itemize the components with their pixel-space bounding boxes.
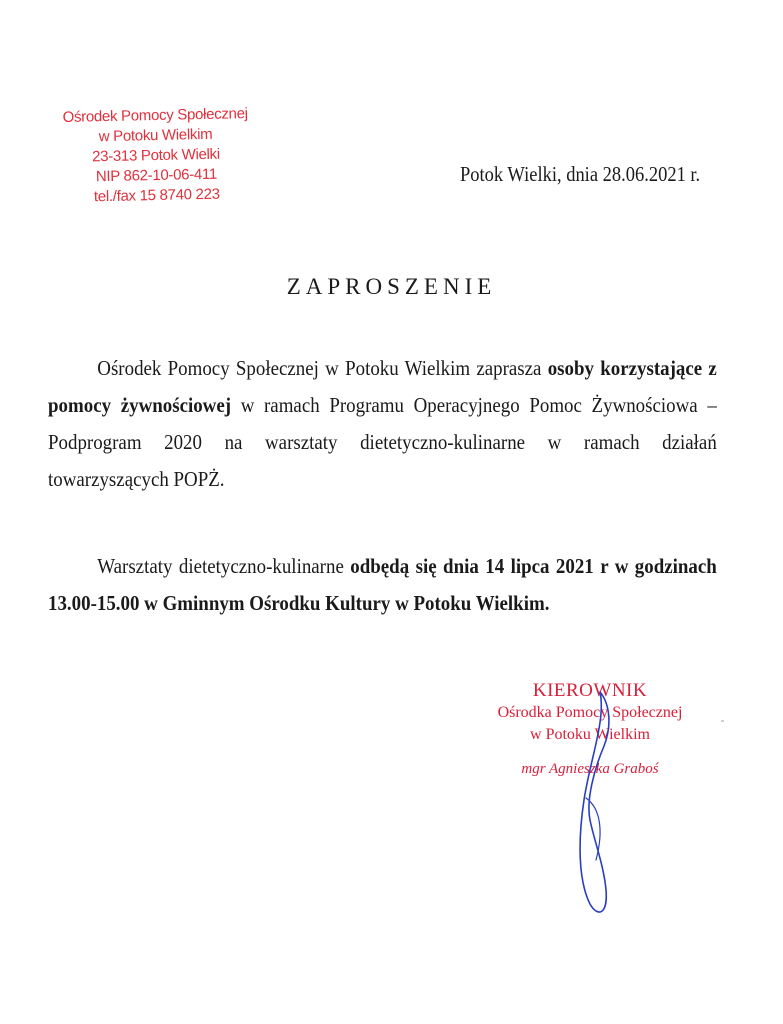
handwritten-signature-icon	[560, 690, 640, 920]
stamp-line-town: w Potoku Wielkim	[98, 125, 213, 146]
paragraph1-text-start: Ośrodek Pomocy Społecznej w Potoku Wielkim zaprasza	[97, 356, 548, 380]
signature-title: KIEROWNIK	[532, 680, 648, 701]
scan-speck	[721, 720, 724, 722]
signature-name: mgr Agnieszka Graboś	[521, 761, 659, 777]
stamp-line-office: Ośrodek Pomocy Społecznej	[62, 105, 248, 126]
paragraph1-bold-recipients: osoby korzystające z pomocy żywnościowej	[48, 356, 717, 417]
paragraph-invitation	[48, 350, 717, 498]
stamp-line-postal: 23-313 Potok Wielki	[91, 145, 220, 166]
stamp-line-phone: tel./fax 15 8740 223	[93, 185, 220, 206]
office-stamp	[55, 104, 257, 208]
signature-line-town: w Potoku Wielkim	[530, 726, 650, 743]
place-and-date: Potok Wielki, dnia 28.06.2021 r.	[460, 162, 701, 186]
paragraph2-bold-date-place: odbędą się dnia 14 lipca 2021 r w godzinach 13.00-15.00 w Gminnym Ośrodku Kultury w Potoku Wielkim.	[48, 554, 717, 615]
signature-line-office: Ośrodka Pomocy Społecznej	[497, 704, 683, 721]
paragraph2-text-start: Warsztaty dietetyczno-kulinarne	[97, 554, 351, 578]
paragraph-workshop-details	[48, 548, 717, 622]
stamp-line-nip: NIP 862-10-06-411	[95, 165, 218, 186]
paragraph1-text-end: w ramach Programu Operacyjnego Pomoc Żywnościowa – Podprogram 2020 na warsztaty dietetyczno-kulinarne w ramach działań towarzyszących POPŻ.	[48, 393, 717, 491]
document-title: ZAPROSZENIE	[286, 274, 497, 299]
